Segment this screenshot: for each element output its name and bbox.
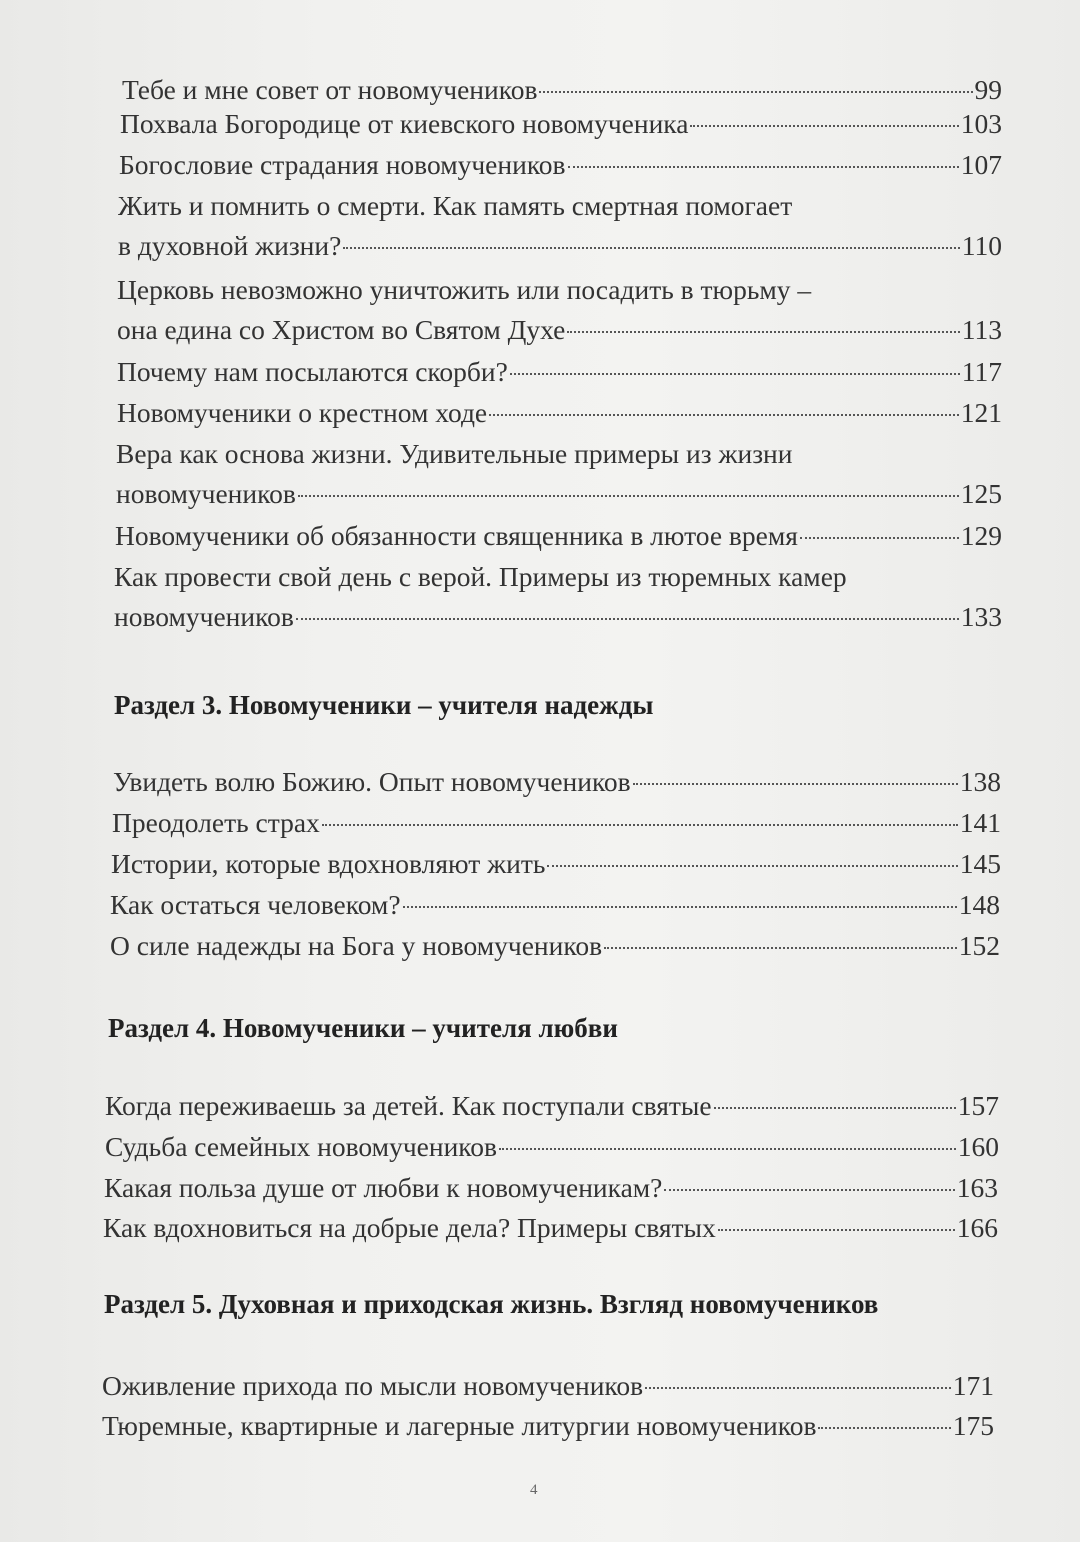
entry-title: Судьба семейных новомучеников bbox=[105, 1131, 497, 1162]
entry-page: 125 bbox=[960, 478, 1002, 509]
dot-leader bbox=[800, 536, 959, 539]
entry-title: в духовной жизни? bbox=[118, 230, 342, 261]
entry-title: Новомученики об обязанности священника в лютое время bbox=[115, 520, 798, 551]
entry-title: Как вдохновиться на добрые дела? Примеры святых bbox=[103, 1212, 716, 1243]
dot-leader bbox=[547, 864, 957, 867]
dot-leader bbox=[510, 372, 960, 375]
entry-title-line1: Церковь невозможно уничтожить или посадить в тюрьму – bbox=[117, 274, 812, 305]
dot-leader bbox=[343, 246, 959, 249]
entry-page: 171 bbox=[952, 1370, 994, 1401]
toc-entry[interactable] bbox=[118, 186, 1002, 266]
entry-page: 166 bbox=[956, 1212, 998, 1243]
toc-entry[interactable] bbox=[119, 145, 1002, 185]
toc-entry[interactable] bbox=[117, 352, 1002, 392]
dot-leader bbox=[322, 823, 958, 826]
entry-page: 152 bbox=[958, 930, 1000, 961]
entry-page: 113 bbox=[961, 314, 1002, 345]
dot-leader bbox=[403, 905, 957, 908]
dot-leader bbox=[718, 1228, 955, 1231]
toc-entry[interactable] bbox=[115, 516, 1002, 556]
toc-entry[interactable] bbox=[117, 393, 1002, 433]
dot-leader bbox=[298, 494, 959, 497]
entry-title: Увидеть волю Божию. Опыт новомучеников bbox=[113, 766, 631, 797]
dot-leader bbox=[690, 124, 958, 127]
entry-title-line1: Как провести свой день с верой. Примеры из тюремных камер bbox=[114, 561, 847, 592]
entry-page: 163 bbox=[956, 1172, 998, 1203]
entry-title: Оживление прихода по мысли новомучеников bbox=[102, 1370, 644, 1401]
entry-page: 110 bbox=[961, 230, 1002, 261]
dot-leader bbox=[567, 330, 959, 333]
entry-title: Когда переживаешь за детей. Как поступали святые bbox=[105, 1090, 712, 1121]
entry-title: Почему нам посылаются скорби? bbox=[117, 356, 508, 387]
entry-page: 107 bbox=[960, 149, 1002, 180]
entry-page: 141 bbox=[959, 807, 1001, 838]
entry-page: 117 bbox=[961, 356, 1002, 387]
entry-page: 133 bbox=[960, 601, 1002, 632]
toc-entry[interactable] bbox=[114, 557, 1002, 637]
entry-title: Тебе и мне совет от новомучеников bbox=[122, 74, 538, 105]
entry-page: 129 bbox=[960, 520, 1002, 551]
toc-entry[interactable] bbox=[102, 1406, 994, 1446]
entry-title: она едина со Христом во Святом Духе bbox=[117, 314, 566, 345]
entry-title: Тюремные, квартирные и лагерные литургии новомучеников bbox=[102, 1410, 817, 1441]
dot-leader bbox=[604, 946, 957, 949]
toc-entry[interactable] bbox=[105, 1127, 999, 1167]
entry-page: 99 bbox=[974, 74, 1002, 105]
toc-entry[interactable] bbox=[110, 926, 1000, 966]
toc-entry[interactable] bbox=[102, 1366, 994, 1406]
entry-page: 175 bbox=[952, 1410, 994, 1441]
entry-title: Истории, которые вдохновляют жить bbox=[111, 848, 546, 879]
entry-page: 160 bbox=[957, 1131, 999, 1162]
entry-title: Преодолеть страх bbox=[112, 807, 320, 838]
entry-page: 148 bbox=[958, 889, 1000, 920]
entry-title: Похвала Богородице от киевского новомученика bbox=[120, 108, 689, 139]
toc-entry[interactable] bbox=[105, 1086, 999, 1126]
dot-leader bbox=[539, 90, 972, 93]
toc-entry[interactable] bbox=[116, 434, 1002, 514]
dot-leader bbox=[499, 1147, 956, 1150]
dot-leader bbox=[568, 165, 959, 168]
toc-entry[interactable] bbox=[113, 762, 1001, 802]
page-number: 4 bbox=[530, 1482, 538, 1498]
entry-page: 145 bbox=[959, 848, 1001, 879]
entry-title: новомучеников bbox=[116, 478, 296, 509]
toc-entry[interactable] bbox=[104, 1168, 998, 1208]
entry-title: новомучеников bbox=[114, 601, 294, 632]
toc-entry[interactable] bbox=[117, 270, 1002, 350]
dot-leader bbox=[489, 413, 959, 416]
entry-page: 138 bbox=[959, 766, 1001, 797]
entry-title: Новомученики о крестном ходе bbox=[117, 397, 488, 428]
toc-entry[interactable] bbox=[103, 1208, 998, 1248]
toc-entry[interactable] bbox=[120, 104, 1002, 144]
toc-entry[interactable] bbox=[112, 803, 1001, 843]
entry-title-line1: Жить и помнить о смерти. Как память смертная помогает bbox=[118, 190, 793, 221]
entry-title-line1: Вера как основа жизни. Удивительные примеры из жизни bbox=[116, 438, 793, 469]
entry-page: 103 bbox=[960, 108, 1002, 139]
section-heading: Раздел 5. Духовная и приходская жизнь. Взгляд новомучеников bbox=[104, 1289, 879, 1319]
section-heading: Раздел 4. Новомученики – учителя любви bbox=[108, 1013, 618, 1043]
dot-leader bbox=[633, 782, 958, 785]
entry-page: 121 bbox=[960, 397, 1002, 428]
entry-page: 157 bbox=[957, 1090, 999, 1121]
dot-leader bbox=[714, 1106, 956, 1109]
dot-leader bbox=[645, 1386, 951, 1389]
toc-entry[interactable] bbox=[110, 885, 1000, 925]
entry-title: Богословие страдания новомучеников bbox=[119, 149, 566, 180]
entry-title: О силе надежды на Бога у новомучеников bbox=[110, 930, 603, 961]
dot-leader bbox=[664, 1188, 954, 1191]
toc-entry[interactable] bbox=[111, 844, 1001, 884]
dot-leader bbox=[818, 1426, 950, 1429]
dot-leader bbox=[296, 617, 959, 620]
entry-title: Какая польза душе от любви к новомученикам? bbox=[104, 1172, 663, 1203]
section-heading: Раздел 3. Новомученики – учителя надежды bbox=[114, 690, 654, 720]
entry-title: Как остаться человеком? bbox=[110, 889, 401, 920]
